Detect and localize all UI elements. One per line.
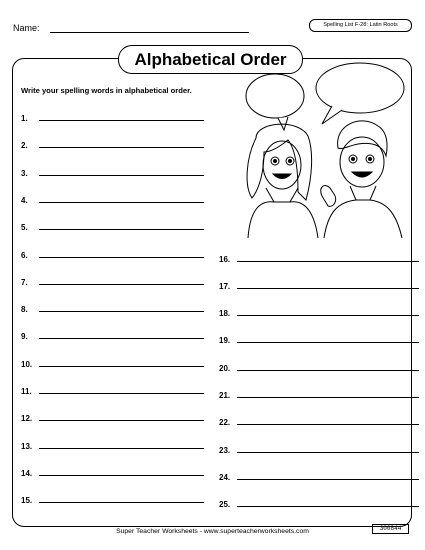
row-number: 8. — [21, 305, 28, 315]
answer-line[interactable] — [39, 202, 204, 203]
answer-line[interactable] — [237, 479, 419, 480]
answer-row — [21, 496, 204, 505]
row-number: 12. — [21, 414, 33, 424]
answer-row — [219, 364, 419, 373]
answer-row — [21, 360, 204, 369]
answer-row — [219, 391, 419, 400]
answer-row — [21, 442, 204, 451]
row-number: 22. — [219, 418, 231, 428]
answer-line[interactable] — [39, 311, 204, 312]
answer-row — [219, 309, 419, 318]
worksheet-code: 300844 — [372, 524, 409, 534]
worksheet-title: Alphabetical Order — [118, 45, 303, 74]
spelling-list-badge: Spelling List F-28: Latin Roots — [309, 19, 412, 32]
answer-line[interactable] — [237, 452, 419, 453]
footer-text: Super Teacher Worksheets - www.superteacherworksheets.com — [116, 528, 309, 535]
answer-row — [21, 469, 204, 478]
instruction-text: Write your spelling words in alphabetical order. — [21, 86, 192, 95]
row-number: 4. — [21, 195, 28, 205]
row-number: 2. — [21, 141, 28, 151]
name-label: Name: — [13, 23, 40, 33]
row-number: 5. — [21, 223, 28, 233]
row-number: 16. — [219, 254, 231, 264]
answer-line[interactable] — [39, 284, 204, 285]
answer-row — [21, 305, 204, 314]
answer-line[interactable] — [237, 424, 419, 425]
row-number: 9. — [21, 332, 28, 342]
answer-line[interactable] — [237, 370, 419, 371]
answer-line[interactable] — [237, 261, 419, 262]
answer-line[interactable] — [39, 448, 204, 449]
answer-row — [21, 387, 204, 396]
two-children-speech-bubbles-icon — [238, 60, 410, 238]
row-number: 13. — [21, 441, 33, 451]
answer-row — [219, 500, 419, 509]
answer-line[interactable] — [39, 420, 204, 421]
row-number: 7. — [21, 277, 28, 287]
row-number: 20. — [219, 363, 231, 373]
row-number: 24. — [219, 472, 231, 482]
row-number: 3. — [21, 168, 28, 178]
row-number: 23. — [219, 445, 231, 455]
answer-row — [219, 255, 419, 264]
answer-line[interactable] — [39, 393, 204, 394]
answer-row — [21, 332, 204, 341]
answer-row — [219, 446, 419, 455]
answer-line[interactable] — [39, 175, 204, 176]
answer-line[interactable] — [237, 342, 419, 343]
row-number: 14. — [21, 468, 33, 478]
answer-row — [219, 336, 419, 345]
row-number: 11. — [21, 387, 32, 396]
answer-line[interactable] — [237, 315, 419, 316]
row-number: 15. — [21, 496, 33, 506]
answer-line[interactable] — [237, 288, 419, 289]
answer-line[interactable] — [39, 338, 204, 339]
answer-row — [21, 278, 204, 287]
answer-row — [21, 251, 204, 260]
row-number: 18. — [219, 309, 231, 319]
answer-row — [21, 414, 204, 423]
answer-row — [219, 418, 419, 427]
answer-row — [21, 223, 204, 232]
answer-line[interactable] — [39, 120, 204, 121]
row-number: 21. — [219, 391, 231, 400]
name-line[interactable] — [50, 32, 249, 33]
row-number: 1. — [21, 114, 28, 123]
answer-line[interactable] — [39, 147, 204, 148]
answer-row — [21, 114, 204, 123]
row-number: 6. — [21, 250, 28, 260]
answer-line[interactable] — [39, 502, 204, 503]
row-number: 25. — [219, 500, 231, 510]
answer-line[interactable] — [39, 475, 204, 476]
row-number: 10. — [21, 359, 33, 369]
answer-line[interactable] — [39, 257, 204, 258]
answer-line[interactable] — [39, 366, 204, 367]
answer-line[interactable] — [237, 506, 419, 507]
answer-row — [21, 141, 204, 150]
answer-row — [21, 196, 204, 205]
row-number: 17. — [219, 281, 231, 291]
answer-row — [219, 473, 419, 482]
row-number: 19. — [219, 336, 231, 346]
answer-line[interactable] — [39, 229, 204, 230]
answer-row — [219, 282, 419, 291]
answer-line[interactable] — [237, 397, 419, 398]
answer-row — [21, 169, 204, 178]
